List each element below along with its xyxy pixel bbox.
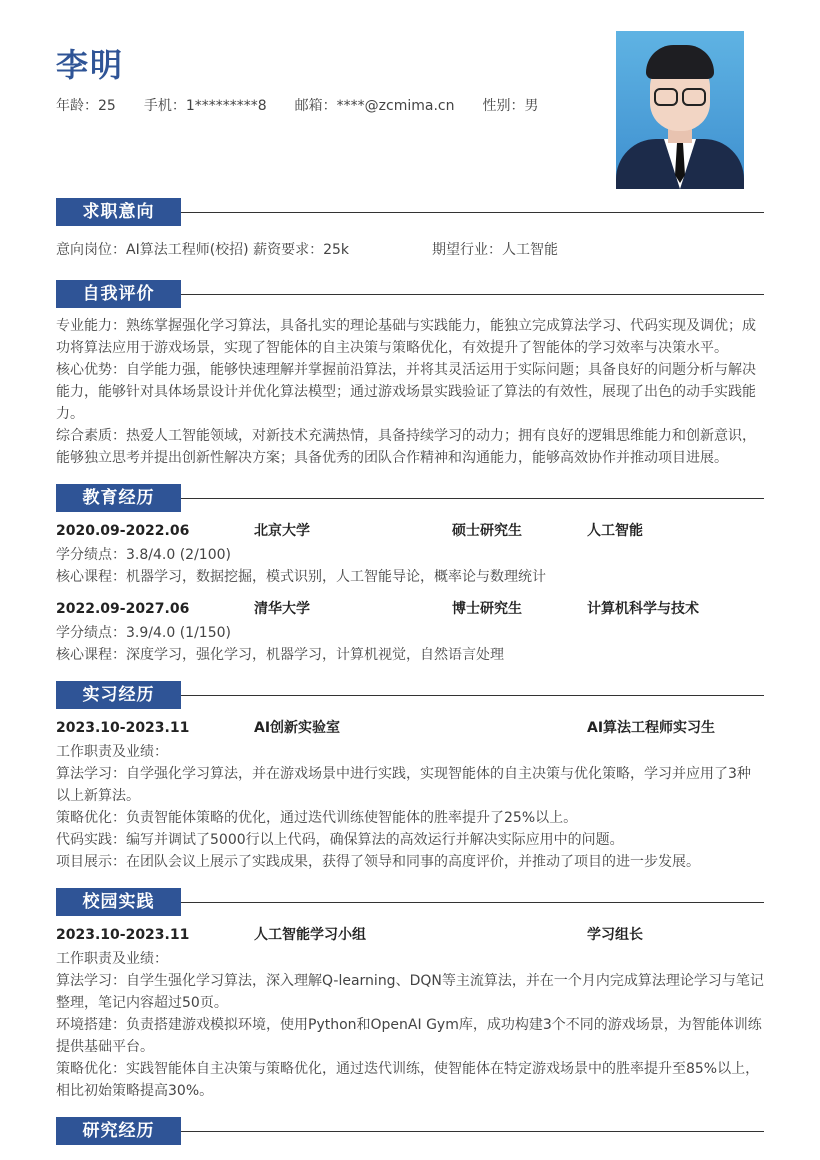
campus-role: 学习组长	[587, 927, 643, 943]
section-self-evaluation	[56, 280, 764, 308]
self-eval-text	[56, 315, 764, 469]
edu-gpa: 学分绩点：3.8/4.0 (2/100)	[56, 547, 231, 563]
intern-line: 算法学习：自学强化学习算法，并在游戏场景中进行实践，实现智能体的自主决策与优化策略，学习并应用了3种以上新算法。	[56, 766, 751, 804]
divider	[181, 294, 764, 295]
campus-details	[56, 948, 764, 1102]
campus-line: 环境搭建：负责搭建游戏模拟环境，使用Python和OpenAI Gym库，成功构建3个不同的游戏场景，为智能体训练提供基础平台。	[56, 1017, 762, 1055]
intern-role: AI算法工程师实习生	[587, 720, 716, 736]
campus-period: 2023.10-2023.11	[56, 927, 190, 943]
self-eval-advantage: 核心优势：自学能力强，能够快速理解并掌握前沿算法，并将其灵活运用于实际问题；具备良好的问题分析与解决能力，能够针对具体场景设计并优化算法模型；通过游戏场景实践验证了算法的有效性，展现了出色的动手实践能力。	[56, 362, 756, 422]
section-internship	[56, 681, 764, 709]
profile-photo	[616, 31, 744, 189]
section-title: 自我评价	[56, 280, 181, 308]
section-title: 校园实践	[56, 888, 181, 916]
edu-period: 2022.09-2027.06	[56, 601, 190, 617]
basic-info	[56, 95, 566, 115]
campus-org: 人工智能学习小组	[254, 927, 366, 943]
intent-line	[56, 239, 764, 261]
edu-major: 人工智能	[587, 523, 643, 539]
age: 年龄：25	[56, 98, 116, 114]
campus-row	[56, 924, 764, 946]
intent-industry: 期望行业：人工智能	[432, 242, 558, 258]
section-title: 实习经历	[56, 681, 181, 709]
section-title: 求职意向	[56, 198, 181, 226]
internship-row	[56, 717, 764, 739]
education-row	[56, 520, 764, 542]
divider	[181, 498, 764, 499]
internship-details	[56, 741, 764, 873]
email: 邮箱：****@zcmima.cn	[294, 98, 455, 114]
edu-school: 清华大学	[254, 601, 310, 617]
gender: 性别：男	[482, 98, 539, 114]
edu-major: 计算机科学与技术	[587, 601, 699, 617]
edu-gpa: 学分绩点：3.9/4.0 (1/150)	[56, 625, 231, 641]
intern-line: 策略优化：负责智能体策略的优化，通过迭代训练使智能体的胜率提升了25%以上。	[56, 810, 578, 826]
edu-period: 2020.09-2022.06	[56, 523, 190, 539]
divider	[181, 902, 764, 903]
intern-line: 项目展示：在团队会议上展示了实践成果，获得了领导和同事的高度评价，并推动了项目的进一步发展。	[56, 854, 700, 870]
intern-org: AI创新实验室	[254, 720, 341, 736]
campus-line: 策略优化：实践智能体自主决策与策略优化，通过迭代训练，使智能体在特定游戏场景中的胜率提升至85%以上，相比初始策略提高30%。	[56, 1061, 760, 1099]
edu-courses: 核心课程：机器学习，数据挖掘，模式识别，人工智能导论，概率论与数理统计	[56, 569, 546, 585]
edu-degree: 硕士研究生	[452, 523, 522, 539]
divider	[181, 695, 764, 696]
campus-line: 算法学习：自学生强化学习算法，深入理解Q-learning、DQN等主流算法，并在一个月内完成算法理论学习与笔记整理，笔记内容超过50页。	[56, 973, 764, 1011]
section-title: 教育经历	[56, 484, 181, 512]
section-education	[56, 484, 764, 512]
edu-courses: 核心课程：深度学习，强化学习，机器学习，计算机视觉，自然语言处理	[56, 647, 504, 663]
phone: 手机：1*********8	[143, 98, 267, 114]
section-job-intent	[56, 198, 764, 226]
campus-line: 工作职责及业绩：	[56, 951, 168, 967]
intern-line: 代码实践：编写并调试了5000行以上代码，确保算法的高效运行并解决实际应用中的问题。	[56, 832, 624, 848]
self-eval-professional: 专业能力：熟练掌握强化学习算法，具备扎实的理论基础与实践能力，能独立完成算法学习、代码实现及调优；成功将算法应用于游戏场景，实现了智能体的自主决策与策略优化，有效提升了智能体的学习效率与决策水平。	[56, 318, 756, 356]
intern-line: 工作职责及业绩：	[56, 744, 168, 760]
divider	[181, 1131, 764, 1132]
section-campus	[56, 888, 764, 916]
intent-position-salary: 意向岗位：AI算法工程师(校招) 薪资要求：25k	[56, 242, 350, 258]
section-title: 研究经历	[56, 1117, 181, 1145]
candidate-name: 李明	[56, 46, 125, 84]
education-row	[56, 598, 764, 620]
edu-school: 北京大学	[254, 523, 310, 539]
edu-degree: 博士研究生	[452, 601, 522, 617]
divider	[181, 212, 764, 213]
intern-period: 2023.10-2023.11	[56, 720, 190, 736]
self-eval-quality: 综合素质：热爱人工智能领域，对新技术充满热情，具备持续学习的动力；拥有良好的逻辑思维能力和创新意识，能够独立思考并提出创新性解决方案；具备优秀的团队合作精神和沟通能力，能够高效协作并推动项目进展。	[56, 428, 756, 466]
section-research	[56, 1117, 764, 1145]
